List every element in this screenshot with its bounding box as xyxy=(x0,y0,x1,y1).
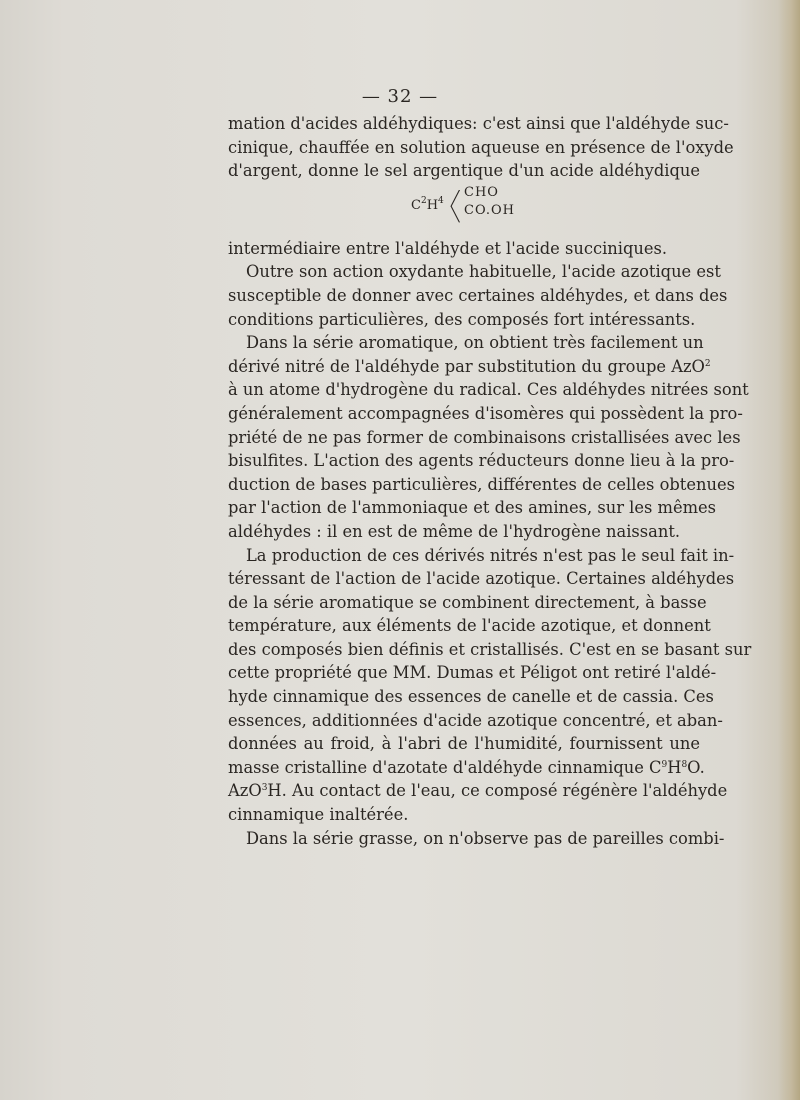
text-line: Dans la série aromatique, on obtient très facilement un xyxy=(246,333,704,353)
formula-bond-up: ╱ xyxy=(451,190,460,207)
formula-top-group: CHO xyxy=(464,184,499,200)
text-line: La production de ces dérivés nitrés n'est pas le seul fait in- xyxy=(246,545,735,565)
text-line: bisulfites. L'action des agents réducteurs donne lieu à la pro- xyxy=(228,451,735,471)
text-line: température, aux éléments de l'acide azotique, et donnent xyxy=(228,616,711,636)
text-line: masse cristalline d'azotate d'aldéhyde cinnamique $C^9H^8O$. xyxy=(228,757,705,777)
page-edge-shadow xyxy=(778,0,800,1100)
text-line: Outre son action oxydante habituelle, l'acide azotique est xyxy=(246,262,721,282)
formula-bond-down: ╲ xyxy=(451,206,460,223)
text-line: essences, additionnées d'acide azotique concentré, et aban- xyxy=(228,710,723,730)
text-line: d'argent, donne le sel argentique d'un acide aldéhydique xyxy=(228,161,700,181)
text-line: intermédiaire entre l'aldéhyde et l'acide succiniques. xyxy=(228,238,668,258)
text-line: à un atome d'hydrogène du radical. Ces aldéhydes nitrées sont xyxy=(228,380,749,400)
text-line: cinnamique inaltérée. xyxy=(228,805,409,825)
text-line: dérivé nitré de l'aldéhyde par substitution du groupe AzO$^2$ xyxy=(228,356,711,376)
text-line: mation d'acides aldéhydiques: c'est ainsi que l'aldéhyde suc- xyxy=(228,114,729,133)
text-line: hyde cinnamique des essences de canelle et de cassia. Ces xyxy=(228,687,714,707)
text-line: par l'action de l'ammoniaque et des amines, sur les mêmes xyxy=(228,498,717,518)
body-text xyxy=(228,112,752,850)
chemical-formula xyxy=(228,185,700,235)
text-line: AzO$^3$H. Au contact de l'eau, ce composé régénère l'aldéhyde xyxy=(228,781,728,801)
text-line: cinique, chauffée en solution aqueuse en présence de l'oxyde xyxy=(228,137,734,157)
formula-bottom-group: CO.OH xyxy=(464,202,515,218)
text-line: généralement accompagnées d'isomères qui possèdent la pro- xyxy=(228,403,743,423)
text-line: cette propriété que MM. Dumas et Péligot ont retiré l'aldé- xyxy=(228,663,717,683)
text-line: duction de bases particulières, différentes de celles obtenues xyxy=(228,474,735,494)
text-line: conditions particulières, des composés fort intéressants. xyxy=(228,309,696,329)
text-line: de la série aromatique se combinent directement, à basse xyxy=(228,592,707,612)
text-line: des composés bien définis et cristallisés. C'est en se basant sur xyxy=(228,639,752,659)
text-line: Dans la série grasse, on n'observe pas de pareilles combi- xyxy=(246,828,725,848)
text-line: aldéhydes : il en est de même de l'hydrogène naissant. xyxy=(228,521,681,541)
text-line: priété de ne pas former de combinaisons cristallisées avec les xyxy=(228,427,741,447)
formula-base: $C^2H^4$ xyxy=(411,195,444,213)
text-line: susceptible de donner avec certaines aldéhydes, et dans des xyxy=(228,285,728,305)
text-line: données au froid, à l'abri de l'humidité, fournissent une xyxy=(228,734,700,754)
page-number: — 32 — xyxy=(361,86,439,107)
text-line: téressant de l'action de l'acide azotique. Certaines aldéhydes xyxy=(228,569,735,589)
